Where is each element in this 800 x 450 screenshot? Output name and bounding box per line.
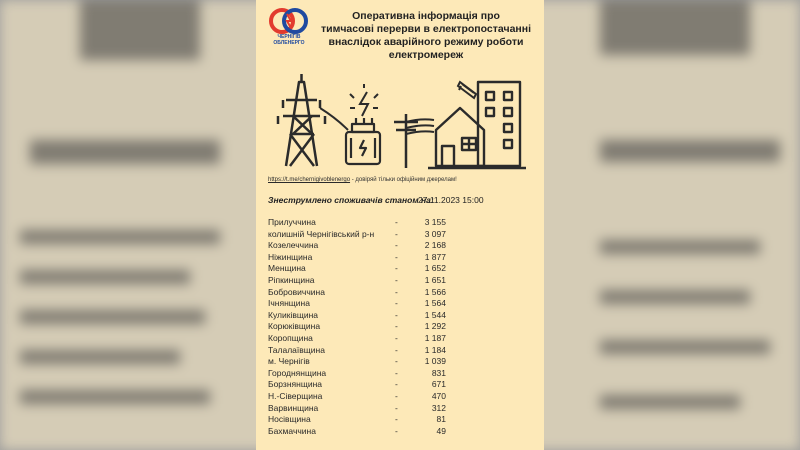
table-row (268, 414, 468, 426)
status-timestamp: 27.11.2023 15:00 (418, 195, 484, 205)
separator-dash: - (395, 390, 398, 401)
district-name: м. Чернігів (268, 356, 310, 367)
table-row (268, 310, 468, 322)
outage-count: 1 652 (424, 263, 446, 274)
utility-pole-icon (394, 114, 418, 168)
outage-count: 1 651 (424, 274, 446, 285)
district-name: Менщина (268, 263, 306, 274)
outage-count: 470 (431, 390, 446, 401)
title-line-4: електромереж (388, 49, 464, 61)
status-label: Знеструмлено споживачів станом на: (268, 195, 434, 205)
separator-dash: - (395, 240, 398, 251)
district-name: Носівщина (268, 414, 311, 425)
table-row (268, 263, 468, 275)
table-row (268, 240, 468, 252)
district-name: Ічнянщина (268, 298, 310, 309)
table-row (268, 356, 468, 368)
table-row (268, 345, 468, 357)
outage-count: 831 (431, 367, 446, 378)
outage-count: 49 (436, 425, 446, 436)
outage-count: 1 564 (424, 298, 446, 309)
outage-count: 1 184 (424, 344, 446, 355)
outage-count: 312 (431, 402, 446, 413)
district-name: Талалаївщина (268, 344, 325, 355)
district-name: Козелеччина (268, 240, 319, 251)
separator-dash: - (395, 332, 398, 343)
table-row (268, 252, 468, 264)
separator-dash: - (395, 263, 398, 274)
power-tower-icon (278, 74, 325, 166)
outage-count: 81 (436, 414, 446, 425)
telegram-link[interactable]: https://t.me/chernigivoblenergo (268, 177, 351, 183)
district-name: Борзнянщина (268, 379, 322, 390)
title-line-1: Оперативна інформація про (352, 10, 500, 22)
title-line-2: тимчасові перерви в електропостачанні (320, 23, 532, 35)
outage-count: 3 155 (424, 217, 446, 227)
table-row (268, 368, 468, 380)
separator-dash: - (395, 286, 398, 297)
separator-dash: - (395, 344, 398, 355)
separator-dash: - (395, 274, 398, 285)
separator-dash: - (395, 321, 398, 332)
source-line (268, 177, 538, 183)
table-row (268, 229, 468, 241)
logo-line-2: ОБЛЕНЕРГО (273, 40, 305, 46)
district-name: Коропщина (268, 332, 313, 343)
solar-panel-icon (458, 82, 476, 98)
table-row (268, 333, 468, 345)
lightning-icon (350, 84, 378, 116)
source-note: - довіряй тільки офіційним джерелам! (350, 177, 457, 183)
outage-count: 1 187 (424, 332, 446, 343)
district-name: Ніжинщина (268, 251, 313, 262)
separator-dash: - (395, 309, 398, 320)
power-grid-illustration (256, 68, 544, 180)
separator-dash: - (395, 379, 398, 390)
title-line-3: внаслідок аварійного режиму роботи (328, 36, 524, 48)
district-name: колишній Чернігівський р-н (268, 228, 375, 239)
outage-count: 2 168 (424, 240, 446, 251)
table-row (268, 379, 468, 391)
separator-dash: - (395, 402, 398, 413)
separator-dash: - (395, 356, 398, 367)
status-header (268, 195, 538, 205)
table-row (268, 217, 468, 229)
buildings-icon (428, 82, 526, 168)
transformer-icon (346, 118, 380, 164)
outage-poster (256, 0, 544, 450)
logo-wordmark (264, 34, 314, 46)
district-table (268, 217, 468, 437)
outage-count: 1 877 (424, 251, 446, 262)
separator-dash: - (395, 228, 398, 239)
table-row (268, 426, 468, 438)
table-row (268, 391, 468, 403)
outage-count: 1 566 (424, 286, 446, 297)
district-name: Бобровиччина (268, 286, 325, 297)
outage-count: 1 292 (424, 321, 446, 332)
outage-count: 1 039 (424, 356, 446, 367)
table-row (268, 287, 468, 299)
outage-count: 1 544 (424, 309, 446, 320)
district-name: Городнянщина (268, 367, 327, 378)
separator-dash: - (395, 414, 398, 425)
table-row (268, 275, 468, 287)
district-name: Корюківщина (268, 321, 321, 332)
logo-line-1: ЧЕРНІГІВ (277, 34, 301, 40)
separator-dash: - (395, 298, 398, 309)
table-row (268, 403, 468, 415)
district-name: Н.-Сіверщина (268, 390, 323, 401)
district-name: Прилуччина (268, 217, 316, 227)
district-name: Ріпкинщина (268, 274, 315, 285)
district-name: Бахмаччина (268, 425, 316, 436)
outage-count: 671 (431, 379, 446, 390)
district-name: Варвинщина (268, 402, 319, 413)
district-name: Куликівщина (268, 309, 319, 320)
outage-count: 3 097 (424, 228, 446, 239)
separator-dash: - (395, 217, 398, 227)
poster-title (316, 10, 536, 62)
table-row (268, 298, 468, 310)
table-row (268, 321, 468, 333)
separator-dash: - (395, 425, 398, 436)
separator-dash: - (395, 251, 398, 262)
separator-dash: - (395, 367, 398, 378)
